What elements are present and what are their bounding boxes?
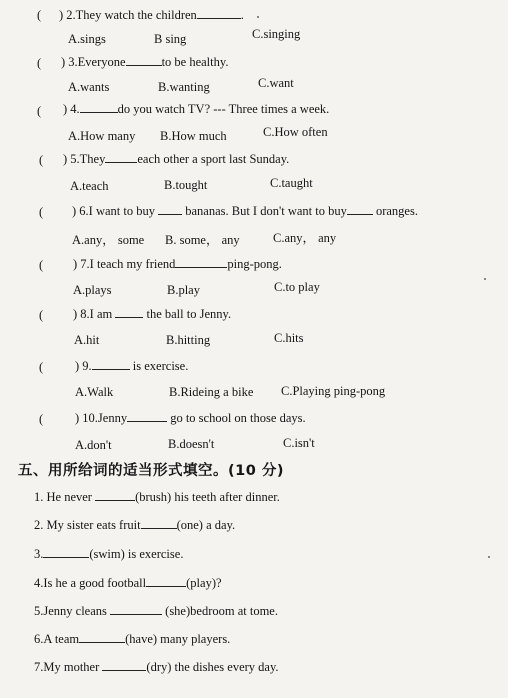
stem-text: do you watch TV? --- Three times a week. (117, 102, 330, 116)
answer-paren: ( (39, 360, 44, 374)
stem-text: ) 8.I am (73, 307, 113, 321)
option-a: A.wants (68, 80, 110, 94)
answer-paren: ( (39, 153, 44, 167)
answer-paren: ( (37, 104, 42, 118)
option-a: A.How many (68, 129, 136, 143)
blank-line (95, 490, 135, 501)
option-b: B. some， any (165, 233, 240, 247)
option-c: C.any， any (273, 231, 337, 245)
option-a: A.sings (68, 32, 106, 46)
option-c: C.want (258, 76, 294, 90)
answer-paren: ( (39, 205, 44, 219)
option-b: B.hitting (166, 333, 211, 347)
fill-item (34, 547, 183, 562)
fill-text: (brush) his teeth after dinner. (135, 490, 280, 504)
option-b: B sing (154, 32, 187, 46)
fill-text: (swim) is exercise. (89, 547, 184, 561)
fill-text: 6.A team (34, 632, 80, 646)
fill-text: (she)bedroom at tome. (165, 604, 278, 618)
stem-text: ) 10.Jenny (75, 411, 128, 425)
blank-line (115, 307, 143, 318)
blank-line (146, 576, 186, 587)
fill-text: 3. (34, 547, 44, 561)
blank-line (126, 55, 162, 66)
answer-paren: ( (39, 258, 44, 272)
option-b: B.tought (164, 178, 208, 192)
blank-line (105, 152, 137, 163)
option-c: C.taught (270, 176, 313, 190)
blank-line (79, 632, 125, 643)
option-c: C.Playing ping-pong (281, 384, 386, 398)
option-b: B.Rideing a bike (169, 385, 254, 399)
stem-text: ) 6.I want to buy (72, 204, 155, 218)
stem-text: ) 7.I teach my friend (73, 257, 176, 271)
question-stem (59, 8, 244, 23)
question-stem (73, 257, 282, 272)
option-a: A.teach (70, 179, 109, 193)
stem-text: ) 4. (63, 102, 80, 116)
option-c: C.to play (274, 280, 320, 294)
fill-text: 2. My sister eats fruit (34, 518, 141, 532)
blank-line (158, 204, 182, 215)
question-stem (61, 55, 228, 70)
stem-text: ) 9. (75, 359, 92, 373)
scan-speck (484, 278, 486, 280)
blank-line (175, 257, 227, 268)
fill-text: 7.My mother (34, 660, 100, 674)
question-stem (75, 411, 306, 426)
blank-line (102, 660, 146, 671)
stem-text: the ball to Jenny. (146, 307, 232, 321)
stem-text: ) 3.Everyone (61, 55, 126, 69)
option-c: C.isn't (283, 436, 315, 450)
blank-line (197, 8, 241, 19)
stem-text: . (240, 8, 244, 22)
fill-text: 1. He never (34, 490, 92, 504)
option-c: C.hits (274, 331, 304, 345)
blank-line (80, 102, 118, 113)
fill-text: (play)? (186, 576, 222, 590)
answer-paren: ( (37, 8, 42, 22)
question-stem (63, 152, 289, 167)
fill-item (34, 660, 279, 675)
fill-text: (one) a day. (176, 518, 236, 532)
question-stem (75, 359, 188, 374)
fill-item (34, 632, 230, 647)
stem-text: ) 2.They watch the children (59, 8, 197, 22)
scan-speck (488, 556, 490, 558)
answer-paren: ( (39, 412, 44, 426)
option-c: C.singing (252, 27, 301, 41)
blank-line (127, 411, 167, 422)
blank-line (141, 518, 177, 529)
fill-item (34, 518, 235, 533)
fill-text: (have) many players. (125, 632, 231, 646)
option-a: A.plays (73, 283, 112, 297)
question-stem (63, 102, 329, 117)
blank-line (110, 604, 162, 615)
option-a: A.don't (75, 438, 112, 452)
blank-line (347, 204, 373, 215)
blank-line (43, 547, 89, 558)
fill-text: 5.Jenny cleans (34, 604, 107, 618)
fill-item (34, 576, 222, 591)
option-c: C.How often (263, 125, 328, 139)
stem-text: to be healthy. (161, 55, 229, 69)
question-stem (72, 204, 418, 219)
stem-text: is exercise. (132, 359, 189, 373)
fill-item (34, 604, 278, 619)
fill-text: (dry) the dishes every day. (146, 660, 279, 674)
answer-paren: ( (39, 308, 44, 322)
blank-line (92, 359, 130, 370)
stem-text: ping-pong. (227, 257, 282, 271)
option-b: B.play (167, 283, 200, 297)
answer-paren: ( (37, 56, 42, 70)
question-stem (73, 307, 231, 322)
option-b: B.wanting (158, 80, 210, 94)
stem-text: oranges. (375, 204, 418, 218)
option-a: A.any， some (72, 233, 145, 247)
option-b: B.doesn't (168, 437, 215, 451)
fill-item (34, 490, 280, 505)
stem-text: go to school on those days. (170, 411, 306, 425)
fill-text: 4.Is he a good football (34, 576, 147, 590)
option-a: A.hit (74, 333, 100, 347)
stem-text: each other a sport last Sunday. (137, 152, 290, 166)
scan-speck (257, 16, 259, 18)
stem-text: bananas. But I don't want to buy (185, 204, 347, 218)
section-title: 五、用所给词的适当形式填空。(10 分) (18, 463, 284, 479)
option-a: A.Walk (75, 385, 114, 399)
stem-text: ) 5.They (63, 152, 106, 166)
option-b: B.How much (160, 129, 227, 143)
